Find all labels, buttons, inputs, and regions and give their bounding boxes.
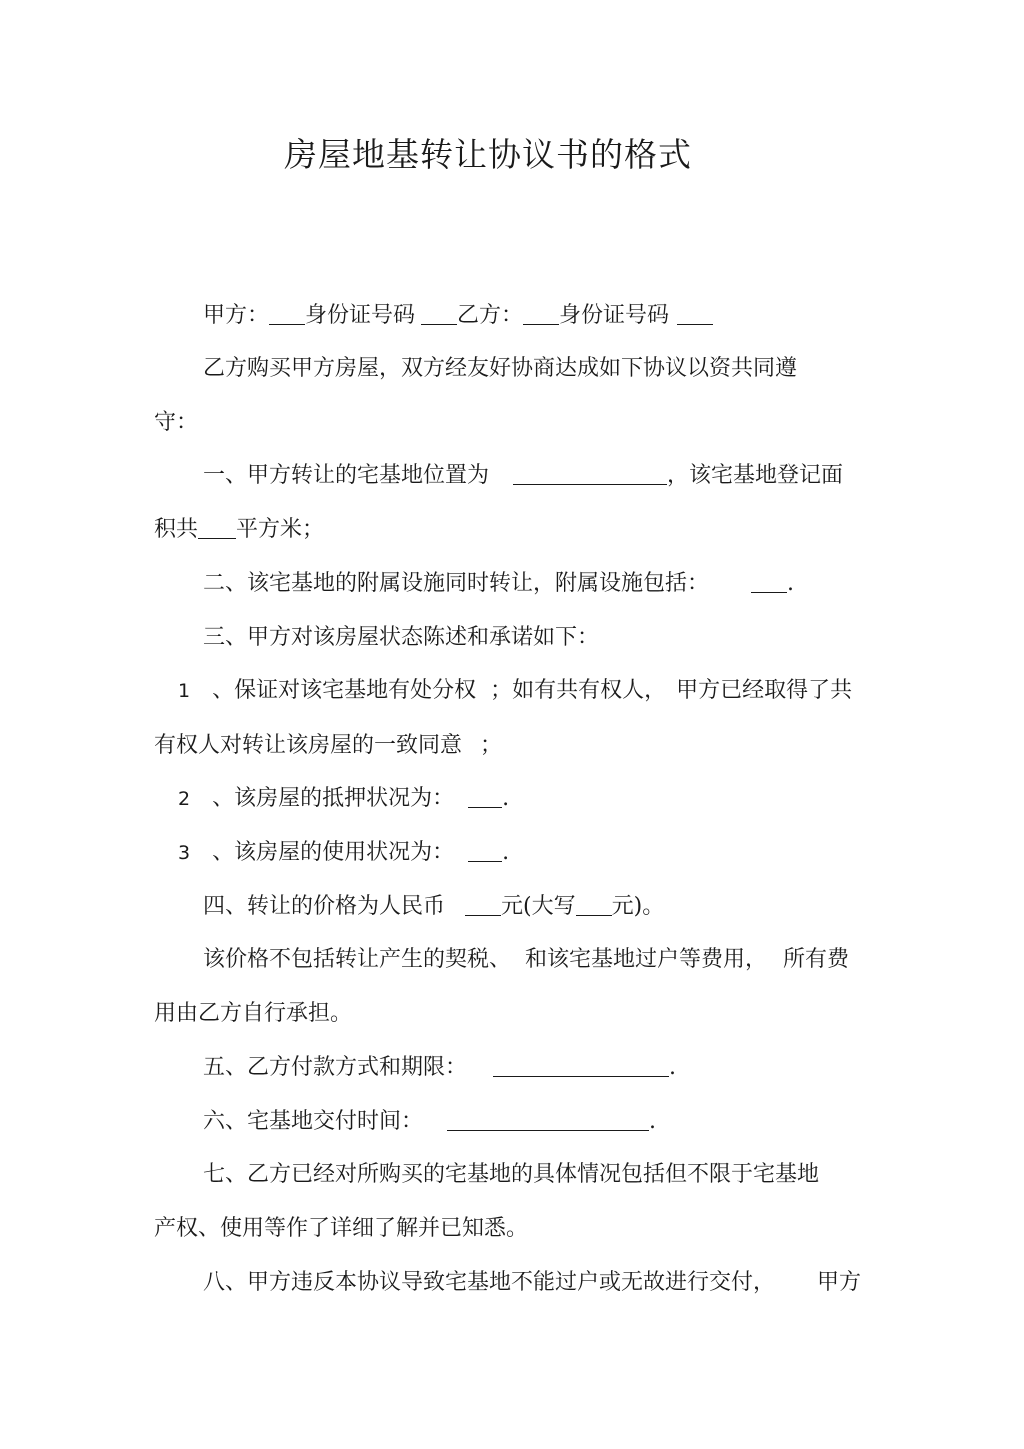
clause-3-item-1-line-2 xyxy=(154,731,502,761)
clause-2-line xyxy=(203,569,794,599)
mortgage-blank xyxy=(468,785,502,808)
party-b-id-label: 身份证号码 xyxy=(559,303,670,328)
clause-4-note-a: 该价格不包括转让产生的契税、 xyxy=(203,947,512,972)
clause-8-line-1 xyxy=(203,1268,861,1298)
clause-8-text-b: 甲方 xyxy=(817,1270,862,1295)
clause-1-text-b: ，该宅基地登记面 xyxy=(667,463,844,488)
item-2-number: 2 xyxy=(178,788,191,810)
item-3-number: 3 xyxy=(178,842,191,864)
price-blank xyxy=(465,893,501,916)
clause-4-text-a: 四、转让的价格为人民币 xyxy=(203,894,446,919)
clause-1-line-1 xyxy=(203,461,843,491)
party-a-label: 甲方： xyxy=(203,303,270,328)
price-words-blank xyxy=(576,893,612,916)
clause-4-text-b: 元( xyxy=(501,894,532,919)
delivery-time-blank xyxy=(447,1108,649,1131)
clause-1-text-d: 平方米； xyxy=(236,517,325,542)
parties-line xyxy=(203,301,713,331)
intro-line-1: 乙方购买甲方房屋，双方经友好协商达成如下协议以资共同遵 xyxy=(203,356,798,381)
item-1-text-c: 甲方已经取得了共 xyxy=(676,678,853,703)
area-blank xyxy=(198,516,236,539)
clause-1-line-2 xyxy=(154,515,324,545)
item-2-text-a: 、该房屋的抵押状况为： xyxy=(212,786,455,811)
clause-3-item-3 xyxy=(178,838,509,868)
clause-4-text-c: 大写 xyxy=(531,894,576,919)
clause-7-line-2: 产权、使用等作了详细了解并已知悉。 xyxy=(154,1216,529,1241)
party-b-label: 乙方： xyxy=(457,303,524,328)
clause-4-line xyxy=(203,892,664,922)
clause-3-item-2 xyxy=(178,784,509,814)
clause-2-text-b: . xyxy=(787,571,795,596)
party-a-id-blank xyxy=(421,302,457,325)
party-b-id-blank xyxy=(677,302,713,325)
clause-7-line-1: 七、乙方已经对所购买的宅基地的具体情况包括但不限于宅基地 xyxy=(203,1162,820,1187)
clause-6-text-b: . xyxy=(649,1109,657,1134)
party-a-id-label: 身份证号码 xyxy=(305,303,416,328)
clause-4-note-b: 和该宅基地过户等费用， xyxy=(525,947,768,972)
clause-8-text-a: 八、甲方违反本协议导致宅基地不能过户或无故进行交付， xyxy=(203,1270,776,1295)
clause-3-heading: 三、甲方对该房屋状态陈述和承诺如下： xyxy=(203,625,600,650)
item-1-number: 1 xyxy=(178,680,191,702)
item-1-text-d: 有权人对转让该房屋的一致同意 xyxy=(154,733,463,758)
clause-6-text-a: 六、宅基地交付时间： xyxy=(203,1109,424,1134)
item-1-text-e: ； xyxy=(480,733,503,758)
clause-1-text-a: 一、甲方转让的宅基地位置为 xyxy=(203,463,490,488)
clause-5-line xyxy=(203,1053,676,1083)
clause-2-text-a: 二、该宅基地的附属设施同时转让，附属设施包括： xyxy=(203,571,710,596)
item-3-text-b: . xyxy=(502,840,510,865)
clause-4-note-line-2: 用由乙方自行承担。 xyxy=(154,1001,353,1026)
clause-6-line xyxy=(203,1107,656,1137)
clause-3-item-1-line-1 xyxy=(178,676,852,706)
clause-4-text-d: 元)。 xyxy=(611,894,665,919)
item-1-text-b: ；如有共有权人， xyxy=(490,678,667,703)
item-1-text-a: 、保证对该宅基地有处分权 xyxy=(212,678,477,703)
location-blank xyxy=(513,462,667,485)
party-a-name-blank xyxy=(269,302,305,325)
intro-line-2: 守： xyxy=(154,410,199,435)
payment-blank xyxy=(493,1054,669,1077)
clause-4-note-c: 所有费 xyxy=(783,947,850,972)
clause-5-text-b: . xyxy=(669,1055,677,1080)
facilities-blank xyxy=(751,570,787,593)
clause-4-note-line-1 xyxy=(203,945,849,975)
usage-blank xyxy=(468,839,502,862)
party-b-name-blank xyxy=(523,302,559,325)
item-2-text-b: . xyxy=(502,786,510,811)
clause-5-text-a: 五、乙方付款方式和期限： xyxy=(203,1055,468,1080)
clause-1-text-c: 积共 xyxy=(154,517,199,542)
item-3-text-a: 、该房屋的使用状况为： xyxy=(212,840,455,865)
document-title: 房屋地基转让协议书的格式 xyxy=(284,135,692,174)
